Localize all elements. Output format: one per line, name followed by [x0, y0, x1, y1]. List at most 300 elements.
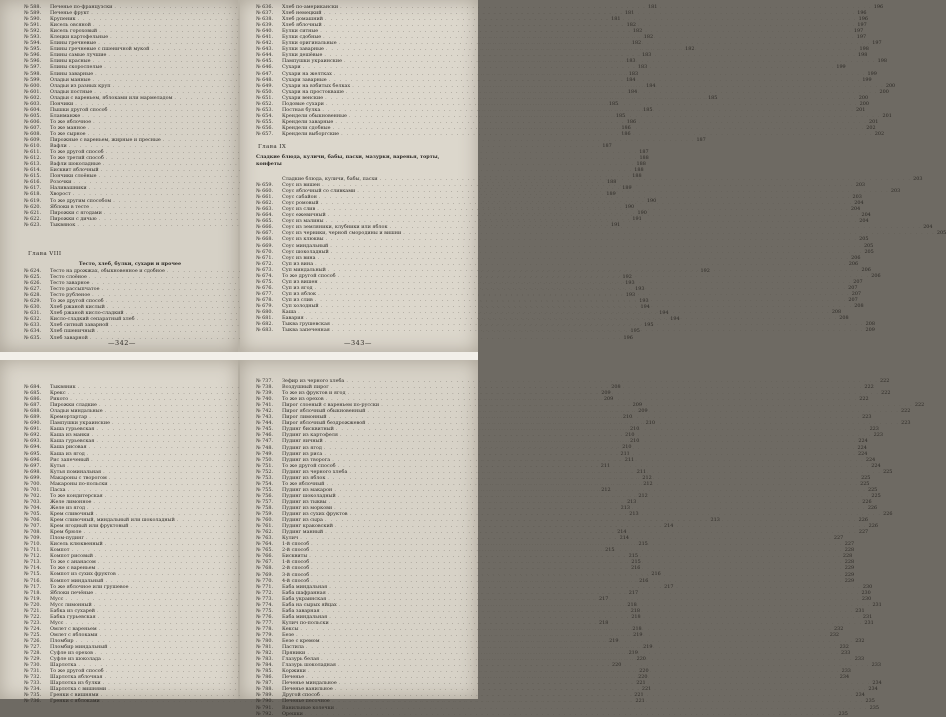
- entry-page: 220: [612, 662, 622, 669]
- entry-title: Розочки: [50, 179, 72, 186]
- entry-number: № 738.: [256, 384, 274, 391]
- entry-page: 219: [633, 631, 643, 638]
- entry-number: № 757.: [256, 498, 274, 505]
- entry-title: Каша из ягод: [50, 450, 85, 457]
- entry-page: 225: [867, 486, 878, 493]
- entry-page: 224: [858, 438, 868, 445]
- entry-title: Соус из вина: [282, 254, 316, 261]
- entry-title: Баба шафранная: [282, 589, 326, 596]
- entry-title: Хлеб домашний: [282, 16, 323, 23]
- entry-page: 201: [868, 118, 879, 125]
- entry-page: 217: [664, 583, 674, 590]
- entry-title: Пудинг из сыра: [282, 517, 323, 524]
- entry-number: № 606.: [24, 118, 42, 125]
- entry-number: № 670.: [256, 248, 274, 255]
- entry-title: Каша гурьевская: [50, 426, 95, 433]
- entry-number: № 634.: [24, 328, 42, 335]
- entry-number: № 742.: [256, 408, 274, 415]
- entry-title: То же другой способ: [50, 298, 104, 305]
- entry-number: № 764.: [256, 541, 274, 548]
- entry-title: Соус из слив: [282, 206, 316, 213]
- entry-page: 210: [630, 438, 640, 445]
- entry-page: 225: [871, 492, 881, 499]
- entry-number: № 635.: [24, 334, 42, 341]
- entry-number: № 770.: [256, 577, 274, 584]
- entry-page: 197: [853, 28, 864, 35]
- entry-title: Пряники: [282, 650, 306, 657]
- entry-page: 231: [862, 613, 873, 620]
- entry-page: 216: [630, 565, 641, 572]
- entry-number: № 754.: [256, 480, 274, 487]
- entry-page: 204: [923, 224, 933, 231]
- entry-number: № 619.: [24, 197, 42, 204]
- entry-number: № 612.: [24, 155, 42, 162]
- entry-title: Каша гурьевская: [50, 438, 95, 445]
- entry-number: № 610.: [24, 143, 42, 150]
- entry-number: № 665.: [256, 218, 274, 225]
- entry-number: № 759.: [256, 511, 274, 518]
- entry-page: 226: [868, 523, 878, 530]
- entry-page: 185: [615, 112, 626, 119]
- entry-number: № 596.: [24, 58, 42, 65]
- entry-number: № 731.: [24, 668, 42, 675]
- entry-page: 197: [872, 40, 882, 47]
- entry-number: № 751.: [256, 462, 274, 469]
- entry-page: 188: [607, 179, 617, 186]
- page-number: —342—: [108, 339, 136, 347]
- entry-number: № 607.: [24, 124, 42, 131]
- entry-number: № 638.: [256, 16, 274, 23]
- entry-title: Шарлотка: [50, 662, 77, 669]
- entry-page: 188: [634, 167, 644, 174]
- entry-title: Омлет с вареньем: [50, 625, 97, 632]
- entry-page: 226: [883, 511, 893, 518]
- entry-title: Бисквит яблочный: [50, 167, 99, 174]
- entry-title: Пончики слоёные: [50, 173, 97, 180]
- entry-number: № 652.: [256, 100, 274, 107]
- entry-page: 230: [861, 589, 871, 596]
- entry-page: 209: [638, 408, 648, 415]
- entry-page: 190: [624, 203, 635, 210]
- chapter-subheading: Сладкие блюда, куличи, бабы, пасхи, мазурки, варенья, торты, конфеты: [256, 154, 440, 167]
- entry-title: Зефир из черного хлеба: [282, 378, 345, 384]
- entry-number: № 734.: [24, 686, 42, 693]
- entry-page: 235: [838, 710, 848, 717]
- entry-title: Тесто рассыпчатое: [50, 286, 100, 293]
- entry-page: 229: [844, 565, 855, 572]
- entry-title: Компот рисовый: [50, 553, 93, 560]
- entry-page: 214: [617, 529, 627, 536]
- entry-number: № 630.: [24, 304, 42, 311]
- entry-number: № 593.: [24, 34, 42, 41]
- entry-title: То же из фруктов и ягод: [282, 390, 346, 397]
- entry-number: № 644.: [256, 52, 274, 59]
- entry-number: № 709.: [24, 535, 42, 542]
- entry-number: № 766.: [256, 553, 274, 560]
- entry-title: Подовые сухари: [282, 100, 324, 107]
- entry-number: № 666.: [256, 224, 274, 231]
- entry-page: 182: [632, 28, 643, 35]
- entry-title: Баба украинская: [282, 595, 327, 602]
- entry-number: № 785.: [256, 668, 274, 675]
- entry-title: Оладьи из разных круп: [50, 82, 111, 89]
- entry-title: Тесто на дрожжах, обыкновенное и сдобное: [50, 268, 165, 274]
- entry-title: Соус из вишен: [282, 182, 321, 189]
- entry-page: 191: [610, 221, 621, 228]
- entry-page: 223: [869, 426, 879, 433]
- entry-title: Булки оригинальные: [282, 40, 337, 47]
- entry-title: Пудинг из макарон: [282, 486, 333, 493]
- entry-title: Булки ситные: [282, 28, 319, 35]
- entry-number: № 659.: [256, 182, 274, 189]
- entry-number: № 667.: [256, 230, 274, 237]
- entry-title: Печенье фрукт: [50, 10, 90, 17]
- entry-page: 204: [861, 212, 871, 219]
- entry-page: 198: [857, 52, 868, 59]
- entry-number: № 677.: [256, 290, 274, 297]
- entry-page: 227: [844, 541, 855, 548]
- entry-number: № 633.: [24, 322, 42, 329]
- entry-title: Пирожки с ягодами: [50, 209, 102, 216]
- entry-page: 188: [639, 155, 649, 162]
- entry-title: Омлет с яблоками: [50, 631, 98, 638]
- entry-number: № 661.: [256, 194, 274, 201]
- entry-page: 234: [872, 680, 882, 687]
- entry-title: Гренки с яблоками: [50, 698, 100, 705]
- entry-title: Пирог яблочный бездрожжевой: [282, 420, 366, 427]
- entry-page: 193: [639, 298, 649, 305]
- entry-number: № 711.: [24, 547, 42, 554]
- entry-title: Оладьи миндальные: [50, 408, 103, 415]
- entry-number: № 765.: [256, 547, 274, 554]
- entry-title: 2-й способ: [282, 565, 310, 572]
- entry-page: 215: [638, 541, 648, 548]
- entry-title: Глазурь шоколадная: [282, 662, 336, 669]
- entry-number: № 698.: [24, 468, 42, 475]
- entry-number: № 597.: [24, 64, 42, 71]
- entry-page: 234: [868, 686, 878, 693]
- entry-title: Печенье по-французски: [50, 4, 113, 10]
- entry-title: Крем сливочный, миндальный или шоколадный: [50, 517, 175, 524]
- entry-title: Крем брюле: [50, 529, 82, 536]
- entry-title: Пышки другой способ: [50, 106, 108, 113]
- chapter-subheading: Тесто, хлеб, булки, сухари и прочее: [78, 261, 182, 267]
- entry-page: 219: [643, 644, 653, 651]
- entry-title: То же яблочное или грушевое: [50, 583, 129, 590]
- entry-page: 189: [606, 191, 616, 198]
- entry-page: 197: [857, 22, 867, 29]
- entry-title: Пудинг из тыквы: [282, 498, 327, 505]
- entry-number: № 656.: [256, 124, 274, 131]
- entry-number: № 779.: [256, 631, 274, 638]
- entry-title: Рикото: [50, 396, 69, 403]
- entry-number: № 655.: [256, 118, 274, 125]
- entry-page: 223: [901, 420, 911, 427]
- entry-title: То же другой способ: [282, 462, 336, 469]
- entry-page: 230: [861, 595, 872, 602]
- entry-number: № 668.: [256, 236, 274, 243]
- entry-page: 181: [648, 4, 658, 10]
- entry-page: 211: [636, 468, 647, 475]
- entry-number: № 647.: [256, 70, 274, 77]
- entry-page: 208: [839, 315, 849, 322]
- entry-title: То же другой способ: [50, 149, 104, 156]
- entry-number: № 700.: [24, 480, 42, 487]
- entry-page: 223: [873, 432, 883, 439]
- entry-title: Блины гречневые с пшеничной мукой: [50, 46, 150, 53]
- entry-title: Суфле из шоколада: [50, 656, 101, 663]
- entry-number: № 752.: [256, 468, 274, 475]
- entry-title: Пудинг шоколадный: [282, 492, 336, 499]
- entry-page: 209: [603, 396, 614, 403]
- entry-title: Крендели выборгские: [282, 130, 340, 137]
- chapter-heading: Глава VIII: [28, 251, 62, 257]
- entry-page: 211: [600, 462, 611, 469]
- entry-page: 190: [646, 197, 657, 204]
- entry-title: Яблоки в тесте: [50, 203, 90, 210]
- entry-page: 226: [858, 517, 868, 524]
- entry-page: 227: [833, 535, 844, 542]
- entry-page: 193: [635, 286, 645, 293]
- entry-title: Тесто рубленое: [50, 292, 91, 299]
- entry-title: Каша из манки: [50, 432, 90, 439]
- entry-page: 193: [625, 280, 635, 287]
- entry-number: № 687.: [24, 402, 42, 409]
- entry-page: 196: [858, 16, 868, 23]
- entry-number: № 631.: [24, 310, 42, 317]
- entry-page: 218: [599, 619, 609, 626]
- entry-number: № 632.: [24, 316, 42, 323]
- entry-page: 207: [853, 278, 863, 285]
- entry-number: № 683.: [256, 327, 274, 334]
- entry-page: 213: [620, 504, 631, 511]
- entry-title: Бабка гурьевская: [50, 613, 96, 620]
- entry-number: № 732.: [24, 674, 42, 681]
- entry-title: Тыквянок: [50, 221, 76, 228]
- toc-entry: [256, 710, 848, 717]
- entry-number: № 622.: [24, 215, 42, 222]
- entry-title: Баба на сырых яйцах: [282, 601, 337, 608]
- page-number: —343—: [344, 339, 372, 347]
- entry-page: 228: [844, 559, 855, 566]
- entry-page: 194: [670, 316, 680, 323]
- entry-number: № 688.: [24, 408, 42, 415]
- entry-number: № 682.: [256, 321, 274, 328]
- entry-page: 222: [914, 402, 925, 409]
- entry-title: Булки дешёвые: [282, 52, 323, 59]
- entry-title: Суп из вина: [282, 260, 314, 267]
- entry-page: 184: [646, 82, 656, 89]
- entry-number: № 760.: [256, 517, 274, 524]
- entry-title: Хлеб немецкий: [282, 10, 322, 17]
- entry-page: 210: [645, 420, 655, 427]
- entry-title: Вафли: [50, 143, 67, 150]
- entry-number: № 758.: [256, 504, 274, 511]
- entry-number: № 696.: [24, 456, 42, 463]
- entry-number: № 674.: [256, 272, 274, 279]
- entry-page: 195: [630, 328, 640, 335]
- entry-page: 209: [601, 390, 611, 397]
- entry-number: № 693.: [24, 438, 42, 445]
- entry-title: Суп из вишен: [282, 278, 318, 285]
- entry-page: 213: [627, 498, 637, 505]
- entry-title: Пудинг из риса: [282, 450, 323, 457]
- entry-page: 221: [636, 680, 646, 687]
- entry-number: № 774.: [256, 601, 274, 608]
- entry-number: № 730.: [24, 662, 42, 669]
- entry-page: 222: [901, 408, 911, 415]
- entry-page: 199: [836, 64, 846, 71]
- entry-page: 210: [625, 432, 635, 439]
- entry-number: № 750.: [256, 456, 274, 463]
- entry-number: № 592.: [24, 28, 42, 35]
- entry-title: Компот миндальный: [50, 577, 104, 584]
- entry-title: Пирог лимонный: [282, 414, 327, 421]
- entry-title: Бавария: [282, 315, 304, 322]
- entry-number: № 601.: [24, 88, 42, 95]
- entry-number: № 645.: [256, 58, 274, 65]
- entry-title: Крем сливочный: [50, 510, 94, 517]
- entry-number: № 605.: [24, 112, 42, 119]
- entry-title: Бланманже: [50, 112, 81, 119]
- entry-page: 235: [869, 704, 879, 711]
- entry-title: Баба миндальная: [282, 583, 328, 590]
- entry-title: Тыква грушевская: [282, 321, 330, 328]
- entry-page: 208: [865, 321, 875, 328]
- entry-title: Пудинг манный: [282, 529, 324, 536]
- entry-number: № 717.: [24, 583, 42, 590]
- entry-number: № 600.: [24, 82, 42, 89]
- entry-title: Суп из яблок: [282, 290, 317, 297]
- entry-number: № 628.: [24, 292, 42, 299]
- entry-title: 1-й способ: [282, 559, 310, 566]
- entry-title: Хлеб ситный заварной: [50, 322, 109, 329]
- entry-page: 204: [859, 218, 869, 225]
- entry-page: 183: [626, 58, 636, 65]
- entry-page: 206: [851, 254, 861, 261]
- entry-page: 201: [882, 112, 892, 119]
- entry-number: № 769.: [256, 571, 274, 578]
- entry-page: 196: [623, 334, 633, 341]
- entry-page: 199: [867, 70, 877, 77]
- entry-page: 231: [864, 619, 874, 626]
- entry-number: № 689.: [24, 414, 42, 421]
- entry-number: № 719.: [24, 595, 42, 602]
- entry-number: № 608.: [24, 130, 42, 137]
- entry-number: № 707.: [24, 523, 42, 530]
- entry-title: Соус яблочный со сливками: [282, 188, 356, 195]
- entry-number: № 685.: [24, 390, 42, 397]
- entry-title: Соус ромовый: [282, 200, 319, 207]
- entry-page: 219: [628, 650, 638, 657]
- entry-page: 231: [872, 601, 882, 608]
- entry-page: 194: [640, 304, 650, 311]
- entry-page: 225: [883, 468, 893, 475]
- entry-number: № 772.: [256, 589, 274, 596]
- entry-number: № 660.: [256, 188, 274, 195]
- entry-title: Другой способ: [282, 692, 320, 699]
- entry-title: Хлеб заварной: [50, 334, 88, 341]
- entry-title: Баба миндальная: [282, 613, 328, 620]
- entry-number: № 686.: [24, 396, 42, 403]
- entry-page: 198: [859, 46, 869, 53]
- entry-page: 209: [632, 402, 642, 409]
- entry-title: Макароны с творогом: [50, 474, 107, 481]
- entry-title: 1-й способ: [282, 541, 310, 548]
- entry-number: № 710.: [24, 541, 42, 548]
- entry-page: 182: [626, 22, 636, 29]
- entry-title: Баба заварная: [282, 607, 320, 614]
- entry-page: 220: [639, 668, 649, 675]
- entry-number: № 613.: [24, 161, 42, 168]
- entry-page: 235: [865, 698, 875, 705]
- entry-title: Макароны по-польски: [50, 480, 108, 487]
- entry-title: Суфле из орехов: [50, 650, 93, 657]
- entry-number: № 599.: [24, 76, 42, 83]
- entry-number: № 723.: [24, 619, 42, 626]
- entry-page: 226: [862, 498, 872, 505]
- entry-title: Кисель овсяной: [50, 22, 91, 29]
- entry-page: 200: [859, 100, 869, 107]
- entry-number: № 694.: [24, 444, 42, 451]
- entry-title: То же кондитерская: [50, 492, 103, 499]
- entry-page: 218: [632, 625, 642, 632]
- entry-number: № 699.: [24, 474, 42, 481]
- entry-title: Оладьи с вареньем, яблоками или мармеладом: [50, 94, 173, 101]
- entry-number: № 718.: [24, 589, 42, 596]
- entry-number: № 643.: [256, 46, 274, 53]
- entry-title: Сухари на простокваше: [282, 88, 344, 95]
- entry-page: 205: [936, 230, 946, 237]
- entry-number: № 671.: [256, 254, 274, 261]
- entry-number: № 648.: [256, 76, 274, 83]
- entry-title: Блины заварные: [50, 70, 94, 77]
- entry-number: № 735.: [24, 692, 42, 699]
- entry-page: 204: [850, 206, 861, 213]
- entry-title: Кутья поминальная: [50, 468, 102, 475]
- entry-page: 203: [852, 194, 862, 201]
- entry-page: 199: [862, 76, 872, 83]
- entry-title: Печенье: [282, 674, 305, 681]
- entry-page: 204: [854, 200, 864, 207]
- entry-title: Тесто слоёное: [50, 274, 87, 281]
- entry-number: № 657.: [256, 130, 274, 137]
- entry-number: № 596.: [24, 52, 42, 59]
- entry-number: № 724.: [24, 625, 42, 632]
- entry-number: № 728.: [24, 650, 42, 657]
- entry-page: 187: [602, 143, 612, 150]
- entry-title: Соус из малины: [282, 218, 324, 225]
- entry-page: 203: [913, 176, 923, 182]
- entry-page: 232: [839, 644, 849, 651]
- entry-number: № 778.: [256, 625, 274, 632]
- entry-number: № 791.: [256, 704, 274, 711]
- entry-page: 182: [631, 40, 642, 47]
- entry-page: 206: [871, 272, 881, 279]
- entry-title: То же другой способ: [282, 272, 336, 279]
- entry-page: 195: [644, 322, 654, 329]
- entry-number: № 776.: [256, 613, 274, 620]
- entry-page: 184: [627, 88, 638, 95]
- entry-number: № 651.: [256, 94, 274, 101]
- entry-title: Мусс лимонный: [50, 601, 92, 608]
- entry-number: № 675.: [256, 278, 274, 285]
- entry-page: 201: [856, 106, 866, 113]
- entry-title: Суп миндальный: [282, 266, 326, 273]
- entry-page: 224: [857, 450, 868, 457]
- entry-number: № 712.: [24, 553, 42, 560]
- entry-page: 182: [685, 46, 695, 53]
